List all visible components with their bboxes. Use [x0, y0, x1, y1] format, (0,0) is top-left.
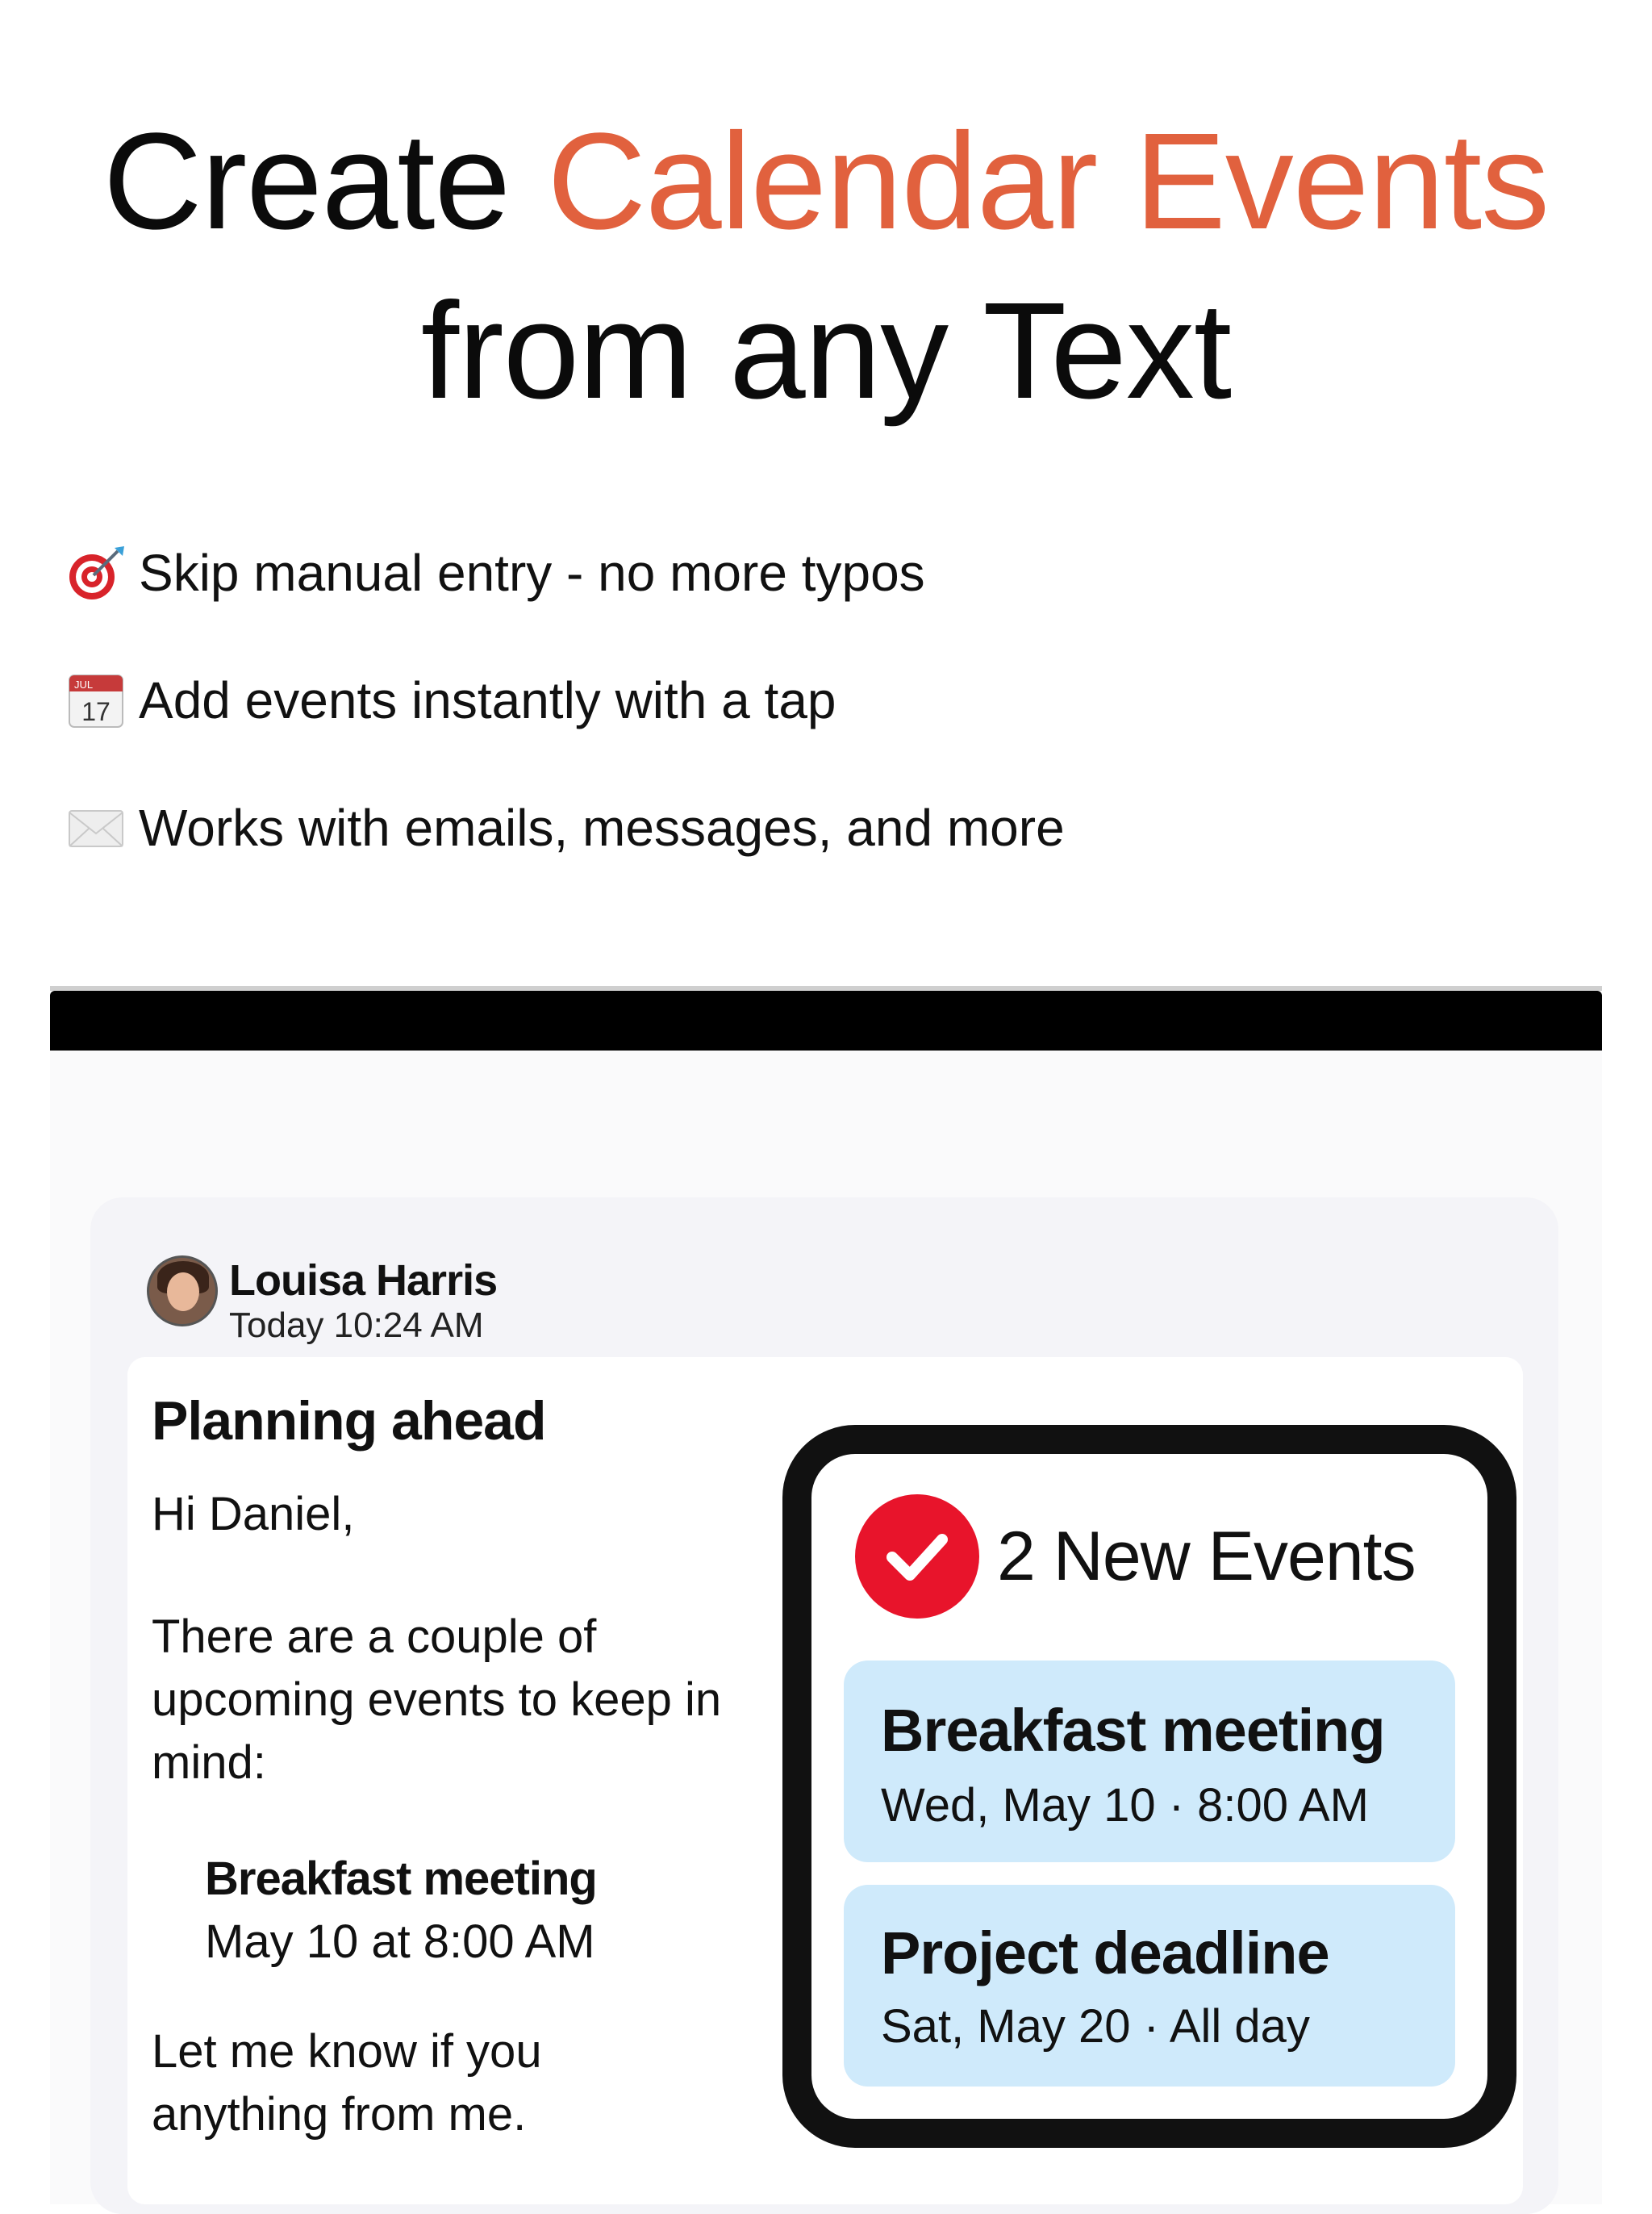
headline [0, 97, 1652, 436]
feature-text: Works with emails, messages, and more [139, 799, 1065, 857]
event-card[interactable] [844, 1660, 1455, 1862]
event-title: Project deadline [881, 1919, 1329, 1986]
email-closing: Let me know if you anything from me. [152, 2025, 542, 2141]
feature-text: Skip manual entry - no more typos [139, 544, 925, 602]
popup-title: 2 New Events [997, 1517, 1416, 1595]
email-subject: Planning ahead [152, 1390, 546, 1452]
feature-text: Add events instantly with a tap [139, 671, 836, 729]
feature-item [65, 668, 1065, 733]
feature-item [65, 541, 1065, 605]
email-intro: There are a couple of upcoming events to keep in mind: [152, 1610, 722, 1789]
email-event-block[interactable] [205, 1848, 597, 1974]
feature-list [65, 541, 1065, 923]
email-event-time: May 10 at 8:00 AM [205, 1915, 595, 1968]
event-card[interactable] [844, 1885, 1455, 2087]
calendar-icon [65, 669, 127, 732]
svg-text:JUL: JUL [74, 679, 94, 691]
headline-prefix: Create [102, 105, 511, 258]
svg-text:17: 17 [81, 697, 111, 726]
sender-name: Louisa Harris [229, 1256, 498, 1305]
email-event-title: Breakfast meeting [205, 1853, 597, 1905]
event-subtitle: Wed, May 10 · 8:00 AM [881, 1779, 1369, 1832]
avatar[interactable] [147, 1255, 218, 1326]
event-title: Breakfast meeting [881, 1697, 1385, 1764]
email-sender[interactable] [147, 1255, 497, 1346]
feature-item [65, 796, 1065, 860]
headline-accent: Calendar Events [547, 105, 1550, 258]
target-icon [65, 541, 127, 604]
email-greeting: Hi Daniel, [152, 1488, 355, 1540]
envelope-icon [65, 796, 127, 859]
popup-header [855, 1494, 1416, 1619]
sent-time: Today 10:24 AM [229, 1305, 484, 1345]
headline-line-2: from any Text [420, 274, 1232, 428]
event-subtitle: Sat, May 20 · All day [881, 2000, 1310, 2053]
checkmark-icon [855, 1494, 979, 1619]
headline-line-1 [0, 97, 1652, 266]
device-bezel [50, 991, 1602, 1051]
